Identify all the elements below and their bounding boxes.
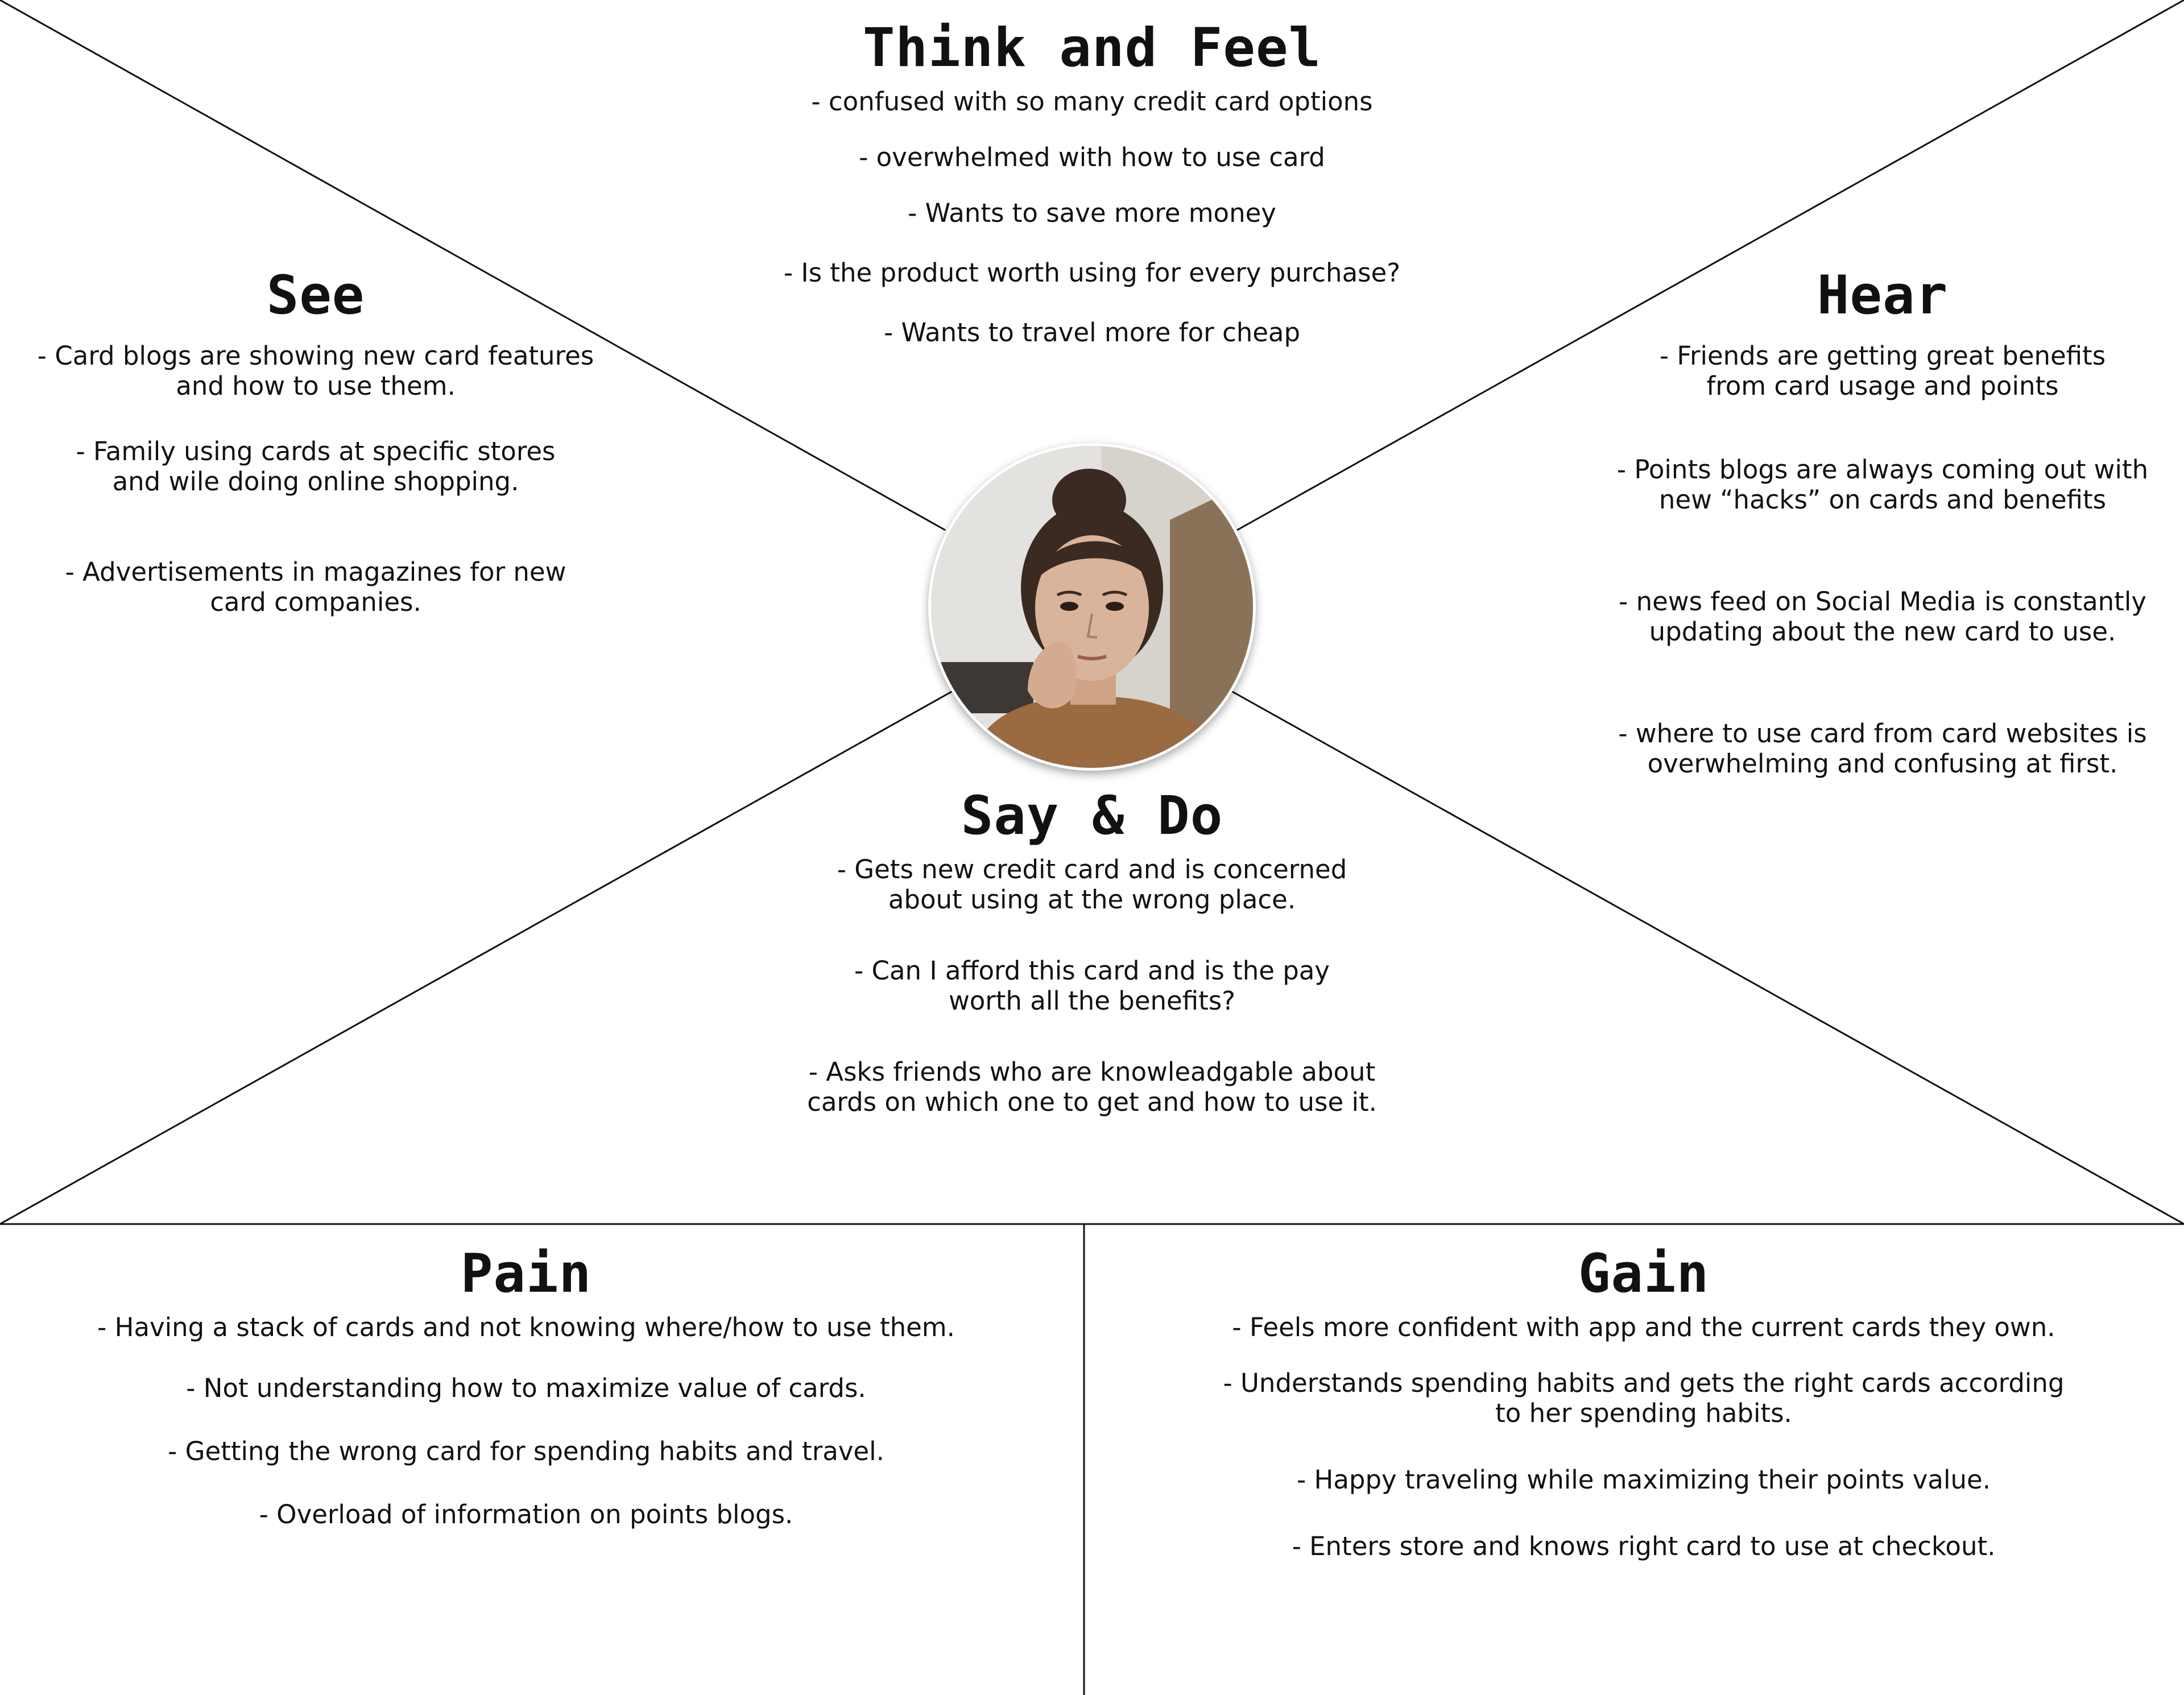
hear-section	[1587, 264, 2178, 779]
pain-heading: Pain	[460, 1243, 592, 1305]
see-item: - Family using cards at specific stores and wile doing online shopping.	[76, 436, 556, 497]
say-do-section	[728, 785, 1456, 1117]
hear-heading: Hear	[1817, 264, 1949, 326]
see-item: - Advertisements in magazines for new card companies.	[65, 557, 566, 617]
see-section	[23, 264, 609, 617]
gain-item: - Enters store and knows right card to use at checkout.	[1292, 1531, 1996, 1561]
hear-item: - where to use card from card websites is overwhelming and confusing at first.	[1618, 718, 2147, 779]
gain-heading: Gain	[1578, 1243, 1710, 1305]
say-do-item: - Can I afford this card and is the pay worth all the benefits?	[854, 956, 1330, 1016]
hear-item: - Friends are getting great benefits from card usage and points	[1659, 341, 2106, 401]
gain-section	[1132, 1243, 2156, 1561]
see-heading: See	[266, 264, 365, 326]
think-feel-section	[728, 17, 1456, 348]
hear-item: - news feed on Social Media is constantly updating about the new card to use.	[1619, 586, 2146, 647]
hear-item: - Points blogs are always coming out with new “hacks” on cards and benefits	[1616, 454, 2149, 515]
say-do-item: - Gets new credit card and is concerned about using at the wrong place.	[837, 854, 1347, 915]
persona-portrait-icon	[931, 446, 1253, 768]
see-item: - Card blogs are showing new card features and how to use them.	[37, 341, 594, 401]
say-do-item: - Asks friends who are knowleadgable about cards on which one to get and how to use it.	[807, 1057, 1377, 1117]
pain-item: - Overload of information on points blogs.	[259, 1499, 793, 1529]
gain-item: - Understands spending habits and gets the right cards according to her spending habits.	[1223, 1368, 2065, 1428]
think-feel-item: - confused with so many credit card options	[811, 86, 1373, 117]
think-feel-item: - Wants to save more money	[908, 198, 1276, 228]
think-feel-heading: Think and Feel	[862, 17, 1322, 79]
pain-item: - Getting the wrong card for spending habits and travel.	[168, 1436, 884, 1466]
gain-item: - Feels more confident with app and the current cards they own.	[1232, 1312, 2055, 1342]
persona-photo	[928, 443, 1256, 771]
think-feel-item: - Is the product worth using for every purchase?	[783, 258, 1401, 288]
pain-item: - Not understanding how to maximize value of cards.	[186, 1373, 866, 1403]
think-feel-item: - Wants to travel more for cheap	[883, 317, 1301, 348]
pain-section	[46, 1243, 1007, 1529]
say-do-heading: Say & Do	[961, 785, 1223, 847]
think-feel-item: - overwhelmed with how to use card	[859, 142, 1325, 172]
pain-item: - Having a stack of cards and not knowing where/how to use them.	[97, 1312, 955, 1342]
gain-item: - Happy traveling while maximizing their points value.	[1296, 1465, 1991, 1495]
